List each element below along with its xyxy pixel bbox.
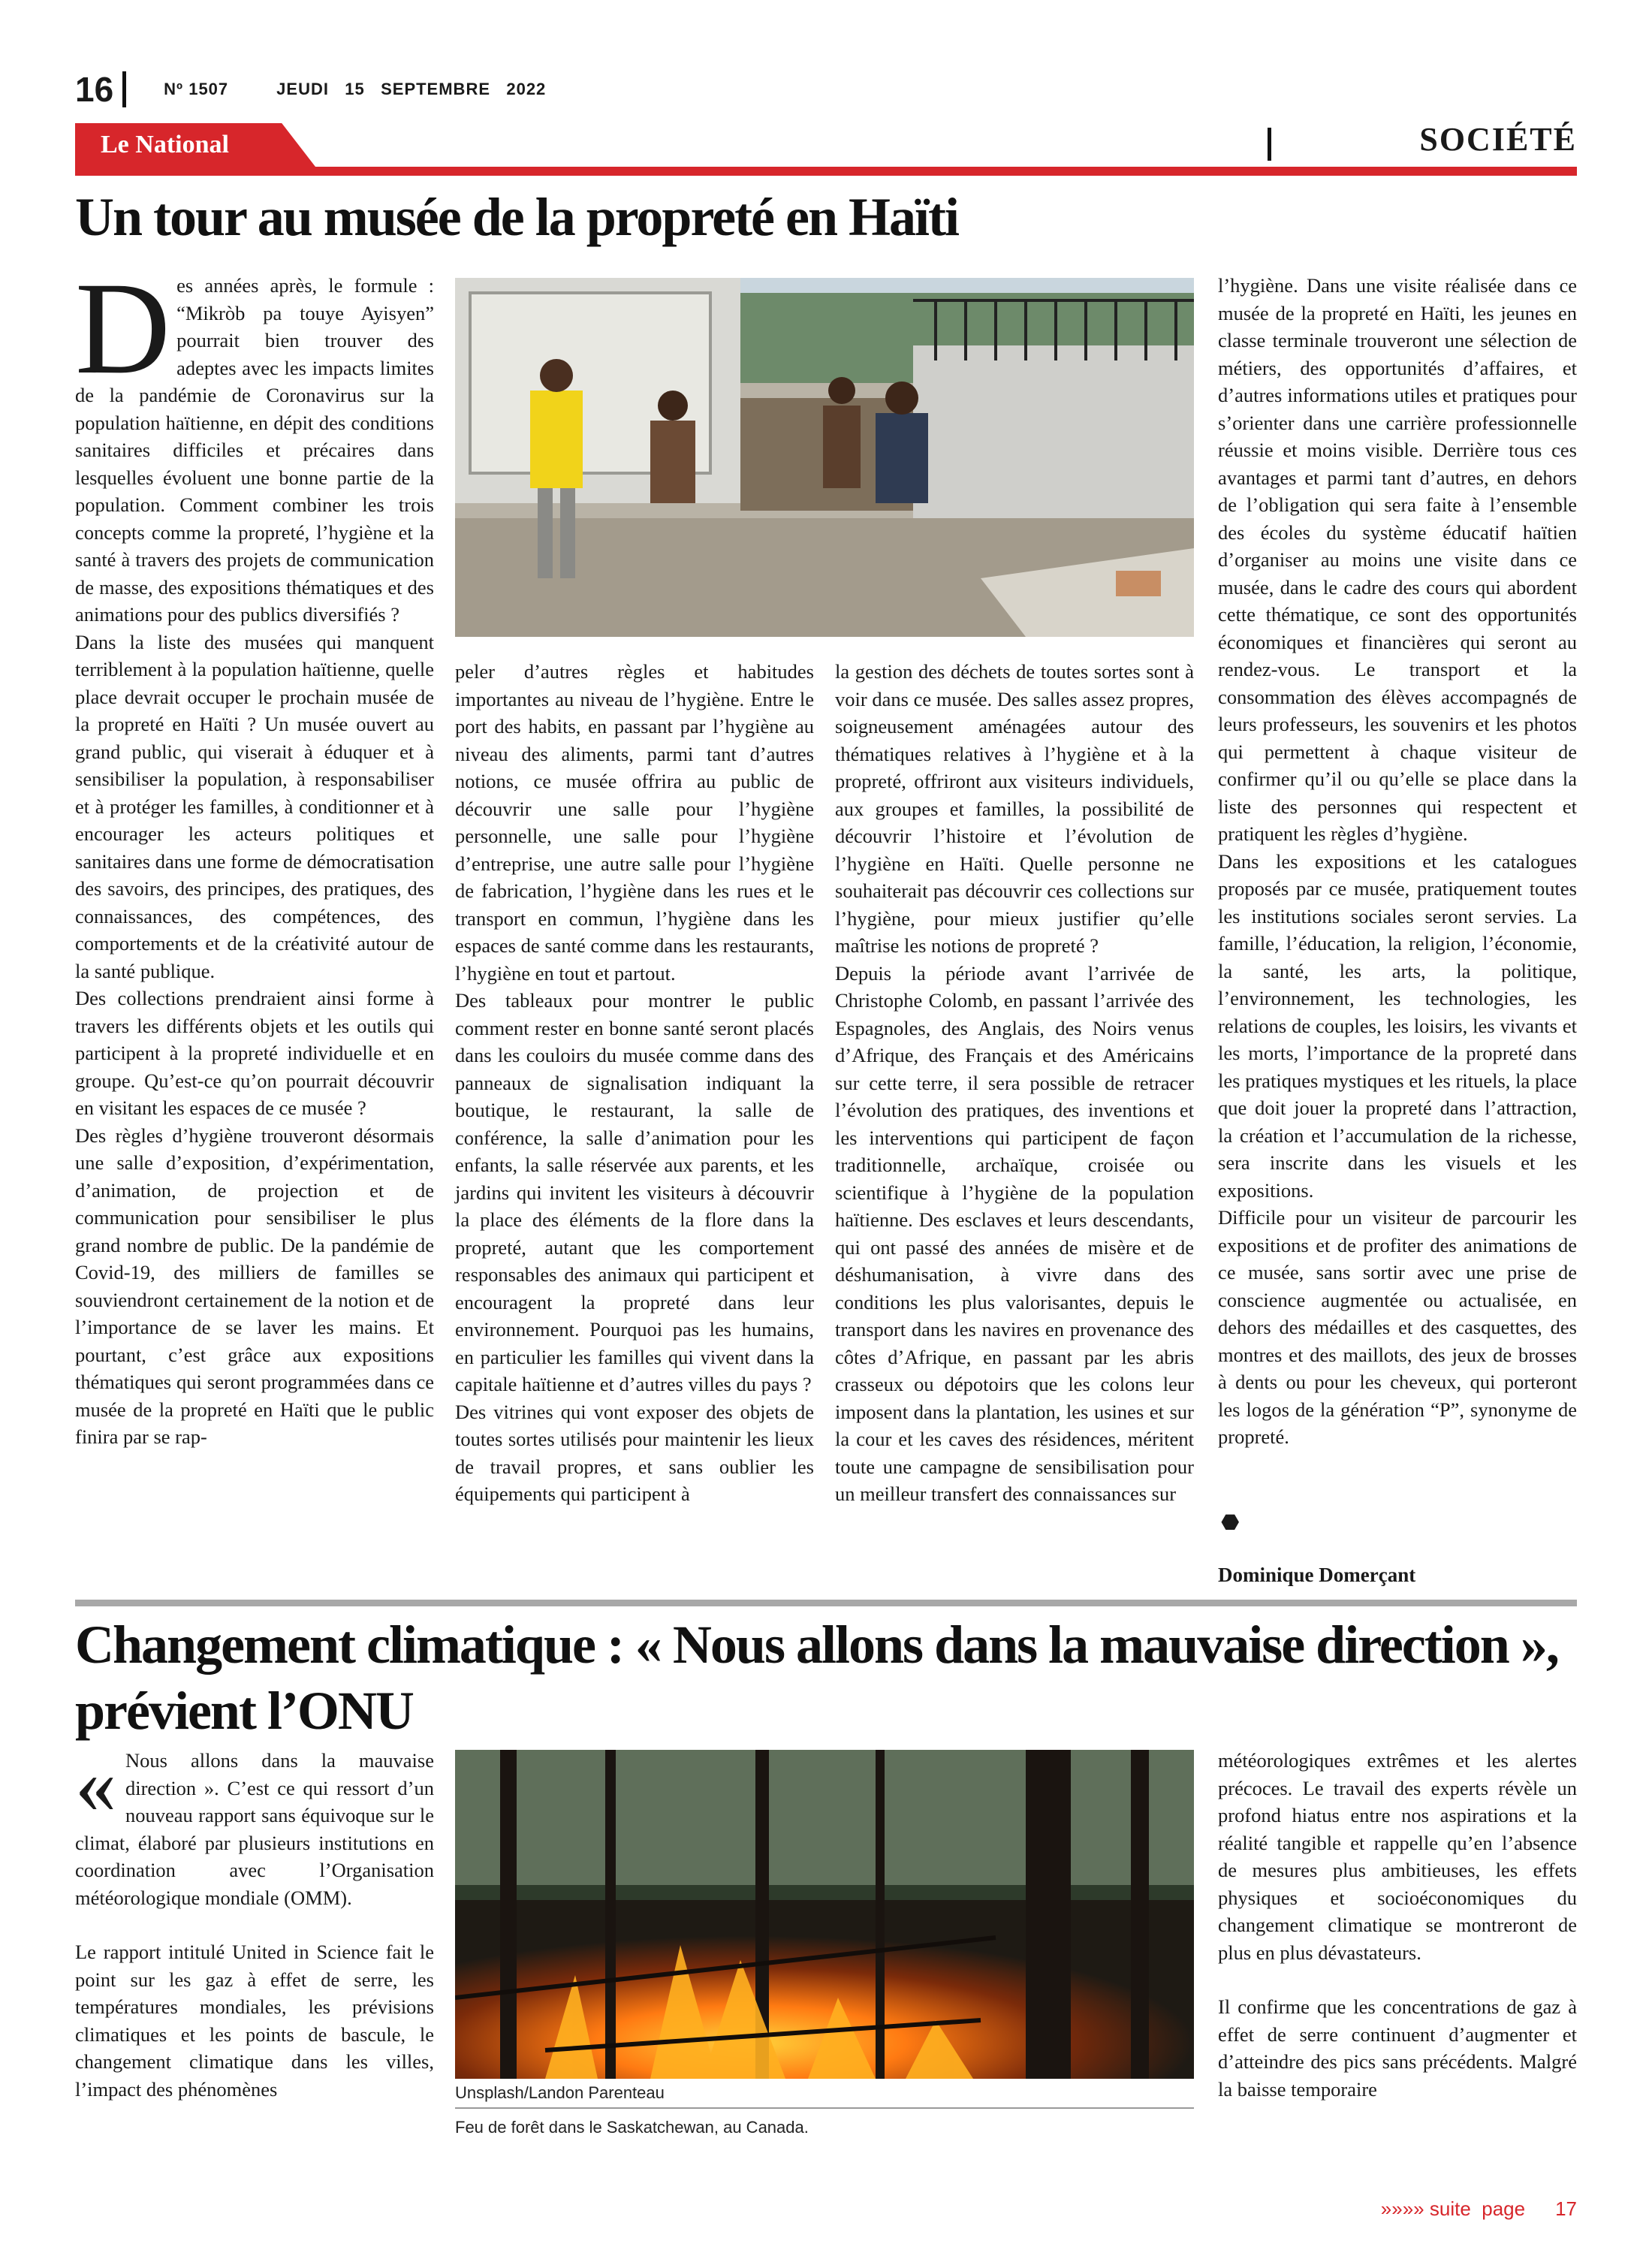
dropcap: D (75, 255, 171, 402)
garbage-truck-photo-illustration (455, 278, 1194, 637)
header-red-rule (75, 167, 1577, 176)
photo-caption: Feu de forêt dans le Saskatchewan, au Canada. (455, 2118, 809, 2137)
forest-fire-photo-illustration (455, 1750, 1194, 2079)
brand-name: Le National (101, 131, 229, 158)
opening-quote-icon: « (75, 1739, 116, 1830)
paragraph: Des règles d’hygiène trouveront désormais une salle d’exposition, d’expérimentation, d’animation, de projection et de communication pour sensibiliser le plus grand nombre de public. De la pandémie de Covid-19, des milliers de familles se souviendront certainement de la notion et de l’importance de se laver les mains. Et pourtant, c’est grâce aux expositions thématiques qui seront programmées dans ce musée de la propreté en Haïti que le public finira par se rap- (75, 1123, 434, 1448)
paragraph: Difficile pour un visiteur de parcourir les expositions et de profiter des animations de ce musée, sans sortir avec une prise de conscience augmentée ou actualisée, en dehors des médailles et des casquettes, des montres et des maillots, des jeux de brosses à dents ou pour les cheveux, qui porteront les logos de la génération “P”, synonyme de propreté. (1218, 1206, 1577, 1448)
article1-column-3 (835, 658, 1194, 1508)
paragraph: Des vitrines qui vont exposer des objets de toutes sortes utilisés pour maintenir les lieux de travail propres, et sans oublier les équipements qui participent à (455, 1400, 814, 1505)
paragraph: Il confirme que les concentrations de gaz à effet de serre continuent d’augmenter et d’atteindre des pics sans précédents. Malgré la baisse temporaire (1218, 1995, 1577, 2101)
author-byline: Dominique Domerçant (1218, 1564, 1416, 1586)
paragraph: la gestion des déchets de toutes sortes sont à voir dans ce musée. Des salles assez propres, soigneusement aménagées autour des thématiques relatives à l’hygiène et à la propreté, offriront aux visiteurs individuels, aux groupes et familles, la possibilité de découvrir l’histoire et l’évolution de l’hygiène en Haïti. Quelle personne ne souhaiterait pas découvrir ces collections sur l’hygiène, pour mieux justifier qu’elle maîtrise les notions de propreté ? (835, 660, 1194, 957)
article2-headline: Changement climatique : « Nous allons dans la mauvaise direction », prévient l’ONU (75, 1615, 1558, 1741)
paragraph: Depuis la période avant l’arrivée de Christophe Colomb, en passant l’arrivée des Espagnoles, des Anglais, des Noirs venus d’Afrique, des Français et des Américains sur cette terre, il sera possible de retracer l’évolution des pratiques, des inventions et les interventions qui participent de façon traditionnelle, archaïque, croisée ou scientifique à l’hygiène de la population haïtienne. Des esclaves et leurs descendants, qui ont passé des années de misère et de déshumanisation, à vivre dans des conditions les plus valorisantes, depuis le transport dans les navires en provenance des côtes d’Afrique, en passant par les abris crasseux ou dépotoirs que les colons leur imposent dans la plantation, les usines et sur la cour et les caves des résidences, méritent toute une campagne de sensibilisation pour un meilleur transfert des connaissances sur (835, 961, 1194, 1505)
page-header (75, 69, 546, 110)
article1-column-1 (75, 255, 434, 1451)
paragraph: Des collections prendraient ainsi forme à travers les différents objets et les outils qui participent à la propreté individuelle et en groupe. Qu’est-ce qu’on pourrait découvrir en visitant les espaces de ce musée ? (75, 987, 434, 1119)
article1-column-4 (1218, 272, 1577, 1451)
paragraph: peler d’autres règles et habitudes importantes au niveau de l’hygiène. Entre le port des habits, en passant par l’hygiène au niveau des aliments, parmi tant d’autres notions, ce musée offrira au public de découvrir une salle pour l’hygiène personnelle, une salle pour l’hygiène d’entreprise, une autre salle pour l’hygiène de fabrication, l’hygiène dans les rues et le transport en commun, l’hygiène dans les espaces de santé comme dans les restaurants, l’hygiène en tout et partout. (455, 660, 814, 985)
article1-column-2 (455, 658, 814, 1508)
page-number: 16 (75, 70, 114, 109)
article2-column-1 (75, 1739, 434, 2103)
article-separator (75, 1600, 1577, 1606)
page-number-divider (122, 71, 126, 107)
article1-headline: Un tour au musée de la propreté en Haïti (75, 187, 958, 247)
issue-number: Nº 1507 (164, 80, 229, 98)
paragraph: Dans les expositions et les catalogues proposés par ce musée, pratiquement toutes les institutions sociales seront servies. La famille, l’éducation, la religion, l’économie, la santé, les arts, la politique, l’environnement, les technologies, les relations de couples, les loisirs, les vivants et les morts, l’importance de la propreté dans les pratiques mystiques et les rituels, la place que doit jouer la propreté dans l’attraction, la création et l’accumulation de la richesse, sera inscrite dans les visuels et les expositions. (1218, 849, 1577, 1202)
paragraph: Nous allons dans la mauvaise direction ». C’est ce qui ressort d’un nouveau rapport sans équivoque sur le climat, élaboré par plusieurs institutions en coordination avec l’Organisation météorologique mondiale (OMM). (75, 1749, 434, 1909)
continued-on-page[interactable] (1381, 2197, 1577, 2221)
continued-page-number: 17 (1555, 2197, 1577, 2220)
caption-rule (455, 2107, 1194, 2109)
forest-fire-photo (455, 1750, 1194, 2079)
paragraph: l’hygiène. Dans une visite réalisée dans ce musée de la propreté en Haïti, les jeunes en classe terminale trouveront une sélection de métiers, des opportunités d’affaires, et d’autres informations utiles et pratiques pour s’orienter dans une carrière professionnelle réussie et moins visible. Derrière tous ces avantages et parmi tant d’autres, en dehors de l’obligation qui sera faite à l’ensemble des écoles du système éducatif haïtien d’organiser au moins une visite dans ce musée, dans le cadre des cours qui abordent cette thématique, ce sont des opportunités économiques et financières qui seront au rendez-vous. Le transport et la consommation des élèves accompagnés de leurs professeurs, les souvenirs et les photos qui permettent à chaque visiteur de confirmer qu’il ou qu’elle se place dans la liste des personnes qui respectent et pratiquent les règles d’hygiène. (1218, 274, 1577, 845)
paragraph: météorologiques extrêmes et les alertes précoces. Le travail des experts révèle un profond hiatus entre nos aspirations et la réalité tangible et rappelle qu’en l’absence de mesures plus ambitieuses, les effets physiques et socioéconomiques du changement climatique se montreront de plus en plus dévastateurs. (1218, 1749, 1577, 1964)
issue-date: JEUDI 15 SEPTEMBRE 2022 (276, 80, 547, 98)
garbage-truck-photo (455, 278, 1194, 637)
section-divider (1268, 128, 1271, 161)
photo-credit: Unsplash/Landon Parenteau (455, 2083, 665, 2102)
continued-label: »»»» suite page (1380, 2197, 1526, 2220)
end-of-article-icon: ⬣ (1221, 1511, 1240, 1534)
paragraph: Le rapport intitulé United in Science fait le point sur les gaz à effet de serre, les températures mondiales, les prévisions climatiques et les points de bascule, le changement climatique dans les villes, l’impact des phénomènes (75, 1941, 434, 2101)
paragraph: es années après, le formule : “Mikròb pa touye Ayisyen” pourrait bien trouver des adeptes avec les impacts limites de la pandémie de Coronavirus sur la population haïtienne, en dépit des conditions sanitaires difficiles et précaires dans lesquelles évoluent une bonne partie de la population. Comment combiner les trois concepts comme la propreté, l’hygiène et la santé à travers des projets de communication de masse, des expositions thématiques et des animations pour des publics diversifiés ? (75, 274, 434, 626)
paragraph: Dans la liste des musées qui manquent terriblement à la population haïtienne, quelle place devrait occuper le prochain musée de la propreté en Haïti ? Un musée ouvert au grand public, qui viserait à éduquer et à sensibiliser la population, à responsabiliser et à protéger les familles, à conditionner et à encourager les acteurs politiques et sanitaires dans une forme de démocratisation des savoirs, des principes, des pratiques, des connaissances, des compétences, des comportements et de la créativité autour de la santé publique. (75, 630, 434, 982)
article2-column-4 (1218, 1747, 1577, 2103)
paragraph: Des tableaux pour montrer le public comment rester en bonne santé seront placés dans les couloirs du musée comme dans des panneaux de signalisation indiquant la boutique, le restaurant, la salle de conférence, la salle d’animation pour les enfants, la salle réservée aux parents, et les jardins qui invitent les visiteurs à découvrir la place des éléments de la flore dans la propreté, autant que les comportement responsables des animaux qui participent et encouragent la propreté dans leur environnement. Pourquoi pas les humains, en particulier les familles qui vivent dans la capitale haïtienne et d’autres villes du pays ? (455, 989, 814, 1395)
section-title: SOCIÉTÉ (1419, 121, 1577, 158)
